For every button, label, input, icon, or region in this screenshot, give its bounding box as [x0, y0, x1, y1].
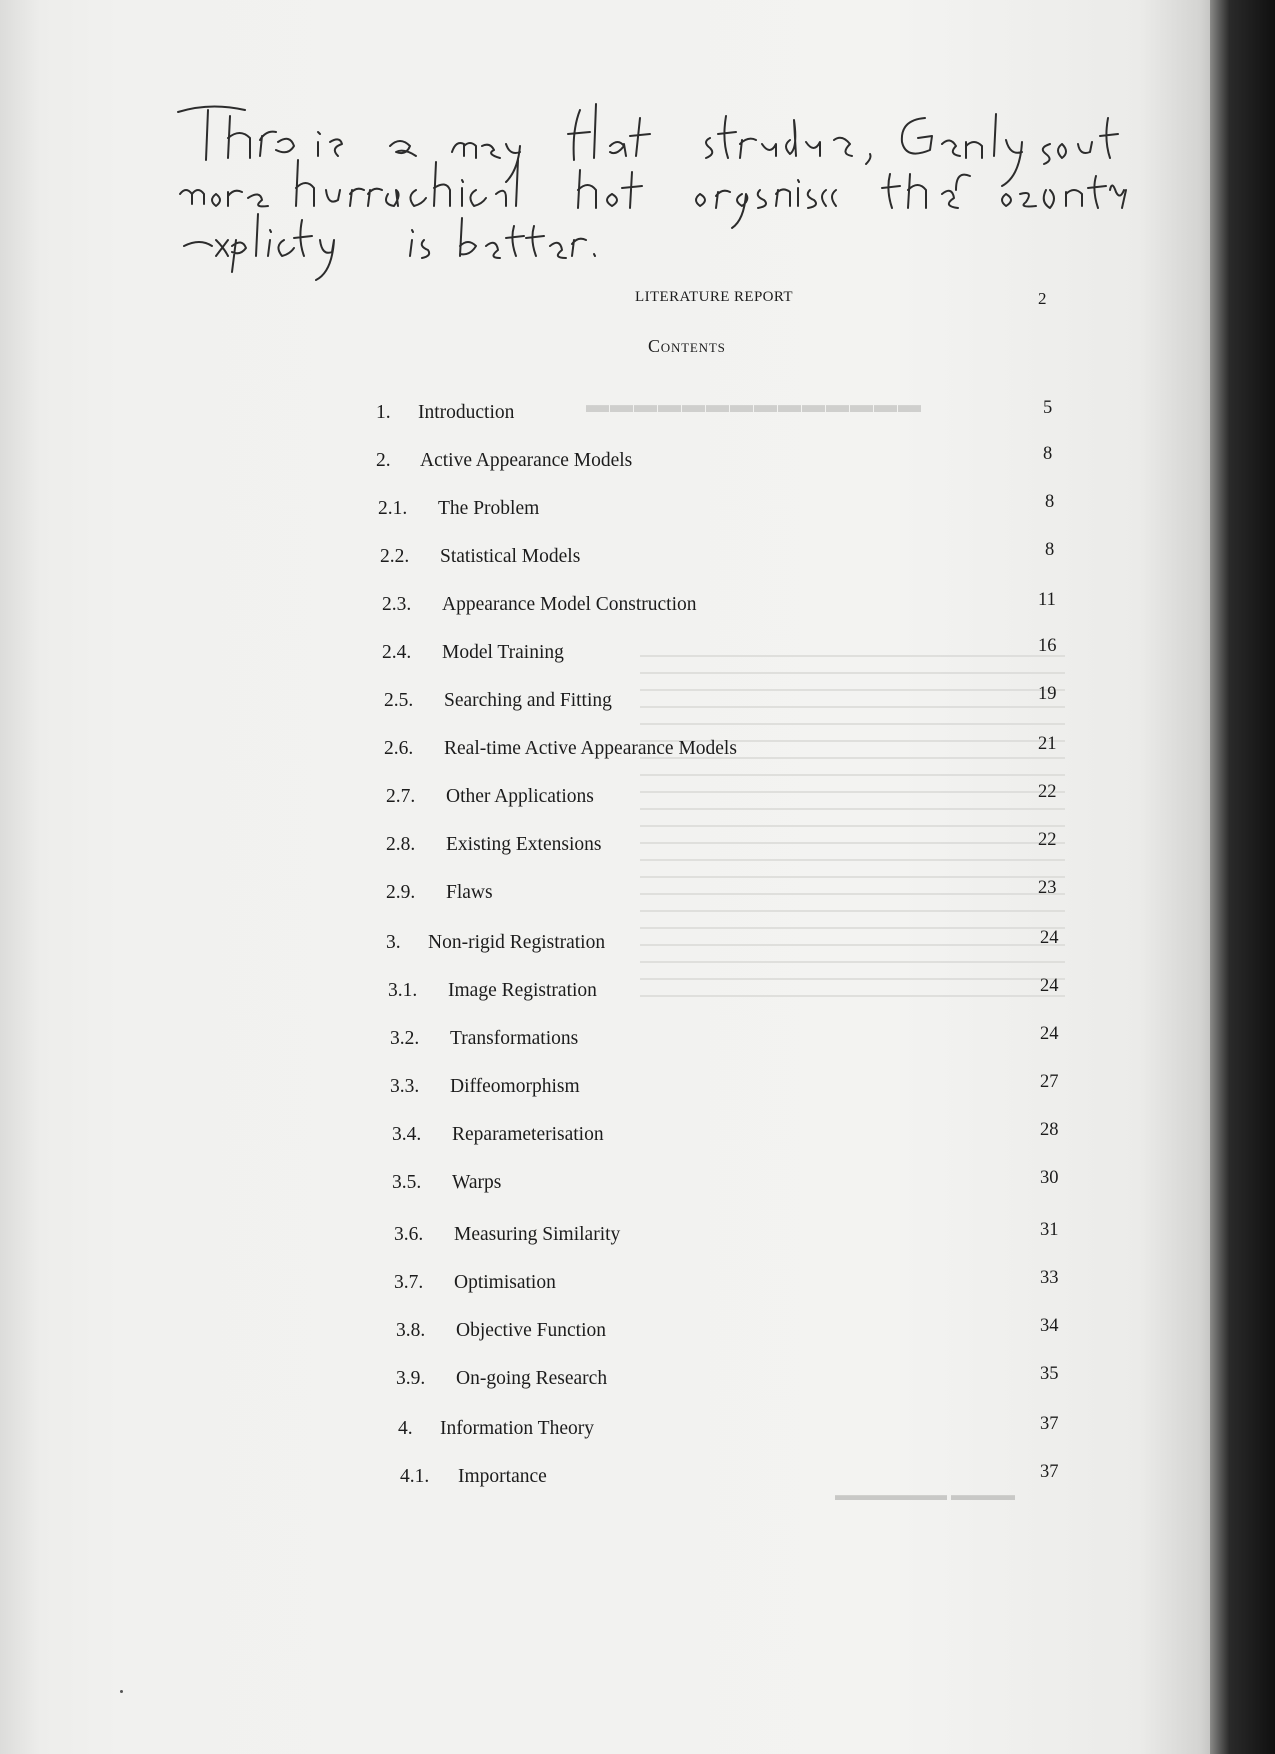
toc-entry-number: 2.9. [386, 882, 416, 903]
toc-entry-page: 11 [1038, 590, 1056, 610]
toc-entry-title: Introduction [418, 402, 515, 423]
toc-entry-title: Statistical Models [440, 546, 581, 567]
show-through-date: ▬▬▬▬ ▬▬▬▬▬▬▬ [835, 1487, 1015, 1504]
toc-entry-page: 8 [1043, 444, 1053, 464]
toc-entry-title: The Problem [438, 498, 540, 519]
toc-entry-number: 2.7. [386, 786, 416, 807]
toc-entry-title: Importance [458, 1466, 547, 1487]
toc-entry-page: 37 [1040, 1414, 1059, 1434]
toc-entry-page: 24 [1040, 1024, 1059, 1044]
toc-entry-page: 24 [1040, 928, 1059, 948]
toc-entry-page: 16 [1038, 636, 1057, 656]
toc-entry-title: Real-time Active Appearance Models [444, 738, 737, 759]
toc-entry-page: 21 [1038, 734, 1057, 754]
toc-entry-title: Flaws [446, 882, 493, 903]
toc-entry-number: 3.3. [390, 1076, 420, 1097]
toc-entry-title: On-going Research [456, 1368, 608, 1389]
toc-entry-title: Transformations [450, 1028, 579, 1049]
toc-entry-page: 8 [1045, 540, 1055, 560]
show-through-text [640, 640, 1065, 1250]
paper-speck [120, 1690, 123, 1693]
toc-entry-page: 23 [1038, 878, 1057, 898]
toc-entry-number: 2. [376, 450, 391, 471]
toc-entry-number: 2.3. [382, 594, 412, 615]
toc-entry-number: 4.1. [400, 1466, 430, 1487]
toc-entry-title: Non-rigid Registration [428, 932, 606, 953]
handwritten-note [170, 90, 1130, 290]
toc-entry-page: 22 [1038, 782, 1057, 802]
toc-entry-number: 2.8. [386, 834, 416, 855]
toc-entry-number: 2.1. [378, 498, 408, 519]
toc-entry-number: 3.2. [390, 1028, 420, 1049]
toc-entry-page: 37 [1040, 1462, 1059, 1482]
toc-entry-number: 2.5. [384, 690, 414, 711]
scan-edge [1210, 0, 1275, 1754]
toc-entry-number: 3.8. [396, 1320, 426, 1341]
toc-entry-number: 3.7. [394, 1272, 424, 1293]
toc-entry-number: 2.4. [382, 642, 412, 663]
toc-entry-title: Image Registration [448, 980, 597, 1001]
toc-entry-number: 3. [386, 932, 401, 953]
toc-entry-title: Objective Function [456, 1320, 607, 1341]
toc-entry-number: 1. [376, 402, 391, 423]
contents-heading-text: Contents [648, 336, 726, 356]
toc-entry-page: 31 [1040, 1220, 1059, 1240]
toc-entry-page: 5 [1043, 398, 1053, 418]
toc-entry-page: 19 [1038, 684, 1057, 704]
toc-entry-title: Measuring Similarity [454, 1224, 621, 1245]
toc-entry-page: 27 [1040, 1072, 1059, 1092]
running-head-title: LITERATURE REPORT [635, 289, 793, 305]
toc-entry-title: Diffeomorphism [450, 1076, 580, 1097]
toc-entry-title: Information Theory [440, 1418, 594, 1439]
toc-entry-number: 4. [398, 1418, 413, 1439]
toc-entry-title: Warps [452, 1172, 502, 1193]
toc-entry-title: Active Appearance Models [420, 450, 633, 471]
toc-entry-page: 33 [1040, 1268, 1059, 1288]
toc-entry-title: Optimisation [454, 1272, 556, 1293]
toc-entry-title: Existing Extensions [446, 834, 602, 855]
toc-entry-page: 35 [1040, 1364, 1059, 1384]
toc-entry-number: 3.1. [388, 980, 418, 1001]
show-through-title: ▬▬▬▬▬▬▬▬▬▬▬▬▬▬ [585, 392, 921, 417]
page-number: 2 [1038, 289, 1047, 308]
toc-entry-number: 3.6. [394, 1224, 424, 1245]
toc-entry-number: 2.2. [380, 546, 410, 567]
toc-entry-page: 22 [1038, 830, 1057, 850]
toc-entry-page: 34 [1040, 1316, 1059, 1336]
toc-entry-title: Other Applications [446, 786, 594, 807]
toc-entry-title: Appearance Model Construction [442, 594, 697, 615]
toc-entry-page: 30 [1040, 1168, 1059, 1188]
toc-entry-title: Searching and Fitting [444, 690, 612, 711]
toc-entry-number: 2.6. [384, 738, 414, 759]
toc-entry-title: Reparameterisation [452, 1124, 604, 1145]
contents-heading [648, 336, 726, 357]
toc-entry-title: Model Training [442, 642, 564, 663]
toc-entry-page: 8 [1045, 492, 1055, 512]
toc-entry-number: 3.5. [392, 1172, 422, 1193]
toc-entry-number: 3.4. [392, 1124, 422, 1145]
toc-entry-page: 28 [1040, 1120, 1059, 1140]
toc-entry-number: 3.9. [396, 1368, 426, 1389]
toc-entry-page: 24 [1040, 976, 1059, 996]
